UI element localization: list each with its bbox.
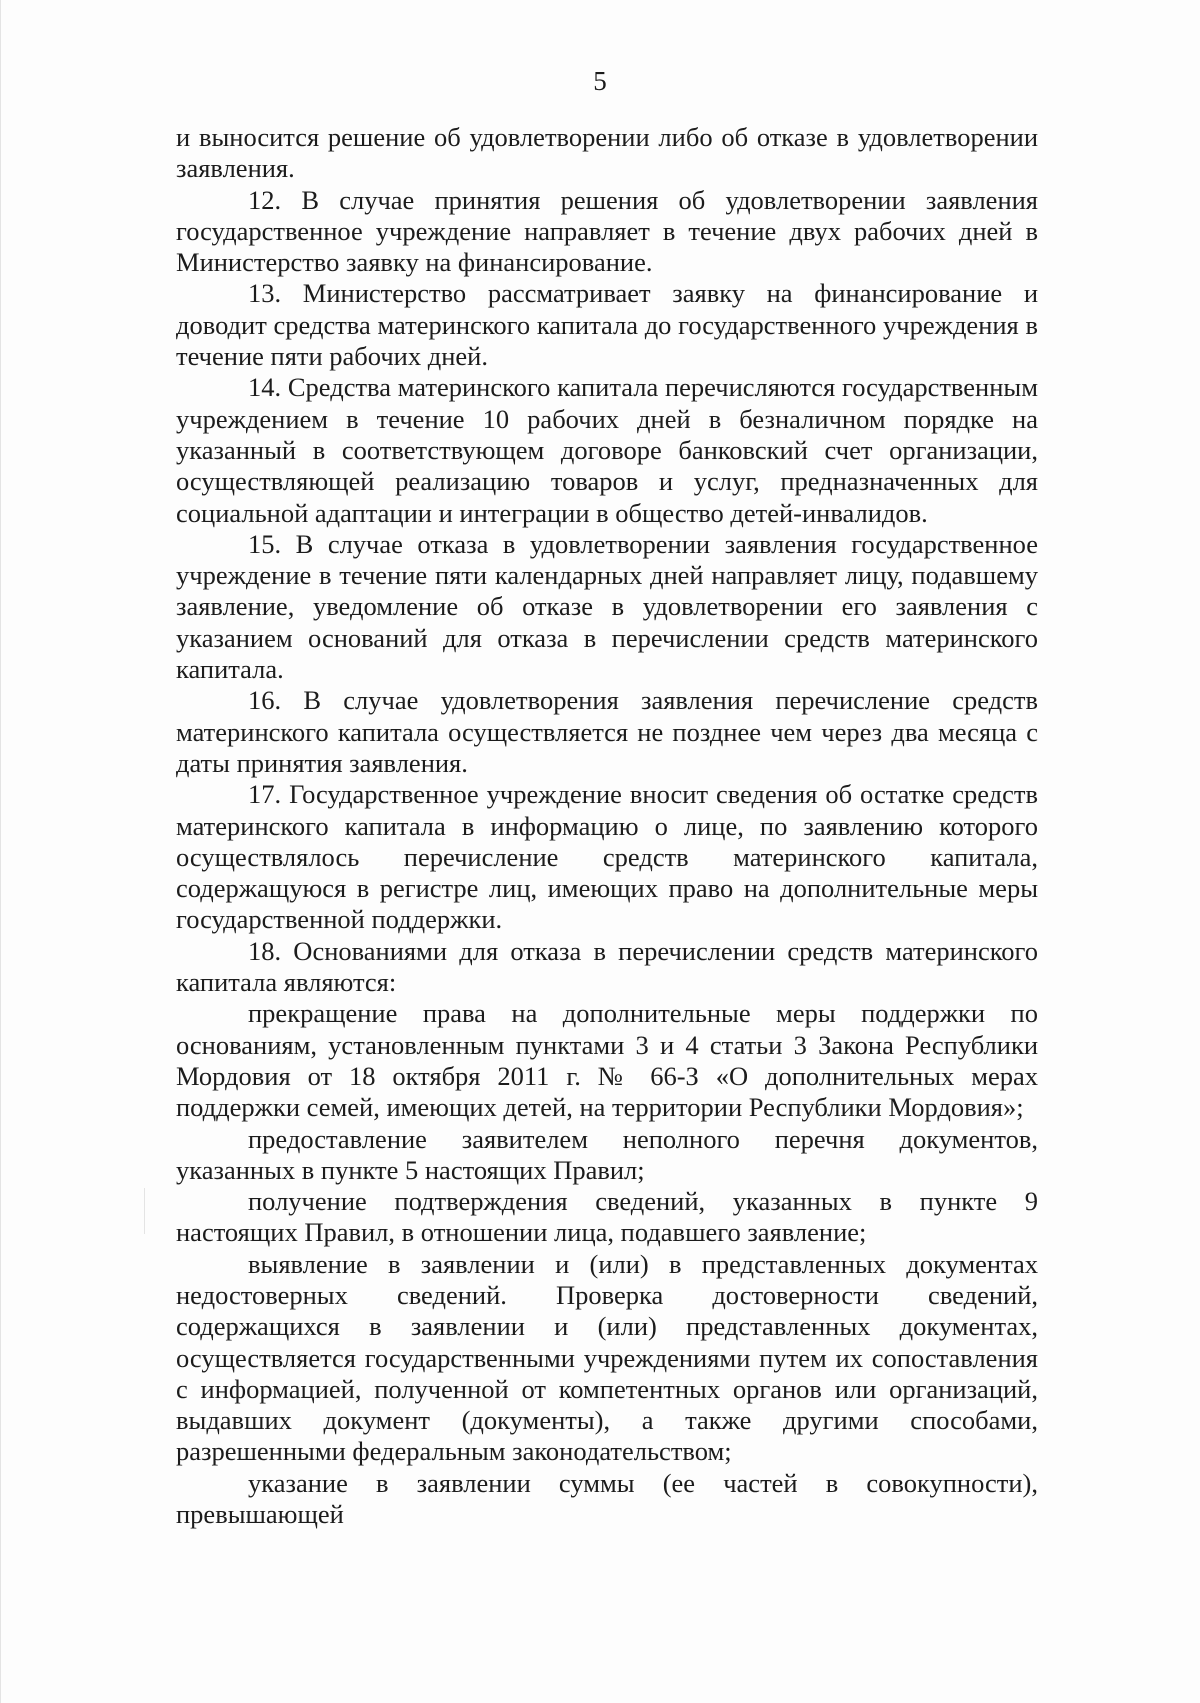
paragraph-item-12: 12. В случае принятия решения об удовлетворении заявления государственное учреждение направляет в течение двух рабочих дней в Министерство заявку на финансирование.	[176, 184, 1038, 278]
paragraph-item-15: 15. В случае отказа в удовлетворении заявления государственное учреждение в течение пяти календарных дней направляет лицу, подавшему заявление, уведомление об отказе в удовлетворении его заявления с указанием оснований для отказа в перечислении средств материнского капитала.	[176, 528, 1038, 685]
paragraph-ground-2: предоставление заявителем неполного перечня документов, указанных в пункте 5 настоящих Правил;	[176, 1123, 1038, 1185]
scan-edge-mark	[0, 0, 1, 1703]
paragraph-item-17: 17. Государственное учреждение вносит сведения об остатке средств материнского капитала в информацию о лице, по заявлению которого осуществлялось перечисление средств материнского капитала, содержащуюся в регистре лиц, имеющих право на дополнительные меры государственной поддержки.	[176, 779, 1038, 935]
paragraph-ground-4: выявление в заявлении и (или) в представленных документах недостоверных сведений. Проверка достоверности сведений, содержащихся в заявлении и (или) представленных документах, осуществляется государственными учреждениями путем их сопоставления с информацией, полученной от компетентных органов или организаций, выдавших документ (документы), а также другими способами, разрешенными федеральным законодательством;	[176, 1248, 1038, 1467]
paragraph-item-13: 13. Министерство рассматривает заявку на финансирование и доводит средства материнского капитала до государственного учреждения в течение пяти рабочих дней.	[176, 278, 1038, 372]
paragraph-item-16: 16. В случае удовлетворения заявления перечисление средств материнского капитала осуществляется не позднее чем через два месяца с даты принятия заявления.	[176, 685, 1038, 778]
document-body	[176, 122, 1038, 1530]
paragraph-item-14: 14. Средства материнского капитала перечисляются государственным учреждением в течение 10 рабочих дней в безналичном порядке на указанный в соответствующем договоре банковский счет организации, осуществляющей реализацию товаров и услуг, предназначенных для социальной адаптации и интеграции в общество детей-инвалидов.	[176, 372, 1038, 528]
paragraph-item-18: 18. Основаниями для отказа в перечислении средств материнского капитала являются:	[176, 935, 1038, 998]
paragraph-continuation: и выносится решение об удовлетворении либо об отказе в удовлетворении заявления.	[176, 122, 1038, 184]
page-number: 5	[593, 66, 607, 96]
paragraph-ground-3: получение подтверждения сведений, указанных в пункте 9 настоящих Правил, в отношении лица, подавшего заявление;	[176, 1186, 1038, 1248]
paragraph-ground-5: указание в заявлении суммы (ее частей в совокупности), превышающей	[176, 1467, 1038, 1530]
paragraph-ground-1: прекращение права на дополнительные меры поддержки по основаниям, установленным пунктами 3 и 4 статьи 3 Закона Республики Мордовия от 18 октября 2011 г. № 66-З «О дополнительных мерах поддержки семей, имеющих детей, на территории Республики Мордовия»;	[176, 998, 1038, 1123]
scan-edge-mark	[144, 1188, 145, 1234]
